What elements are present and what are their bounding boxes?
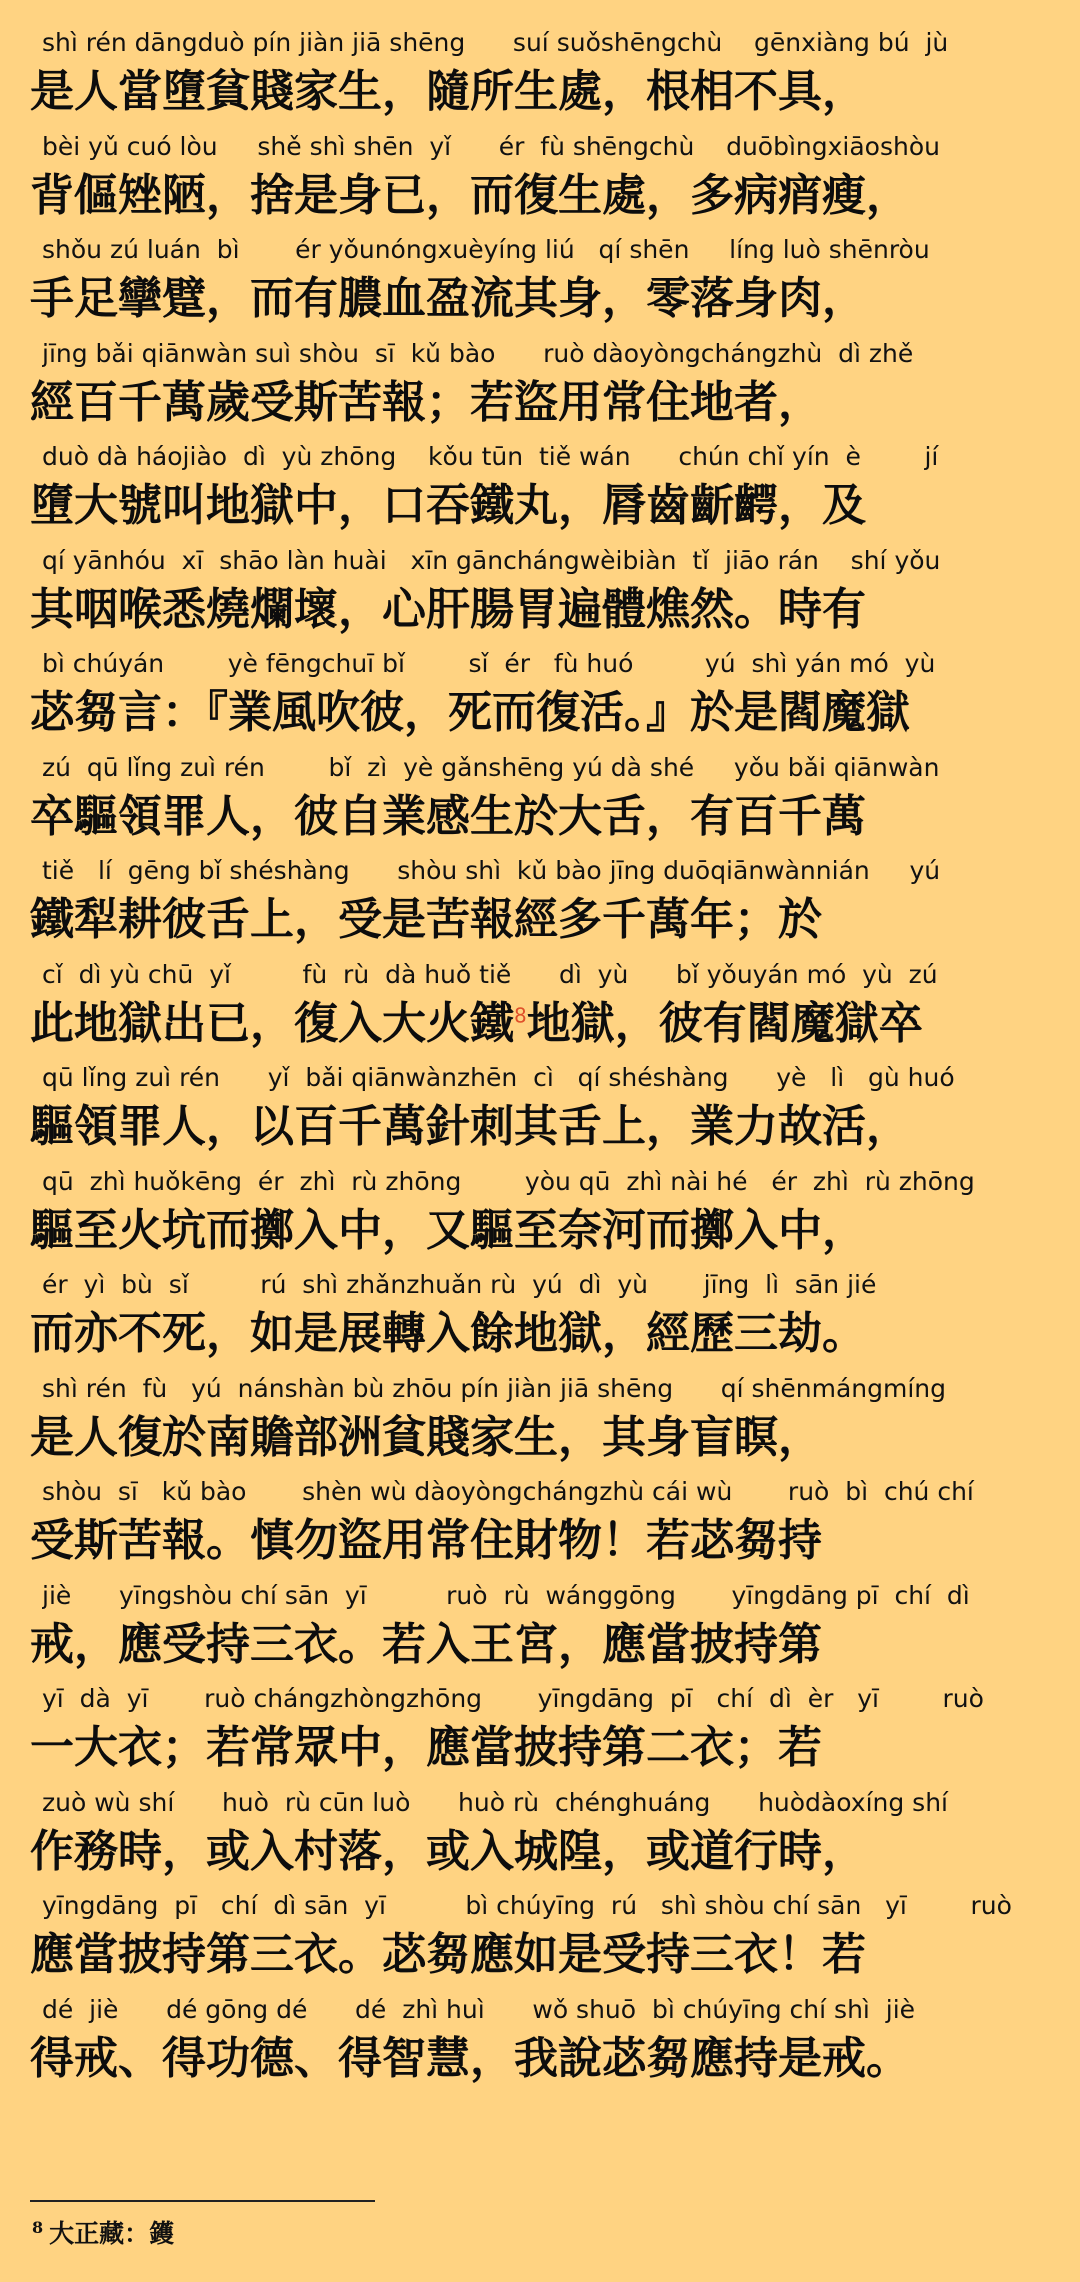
hanzi-text: 驅領罪人，以百千萬針刺其舌上，業力故活， xyxy=(30,1101,910,1152)
pinyin-line: qū lǐng zuì rén yǐ bǎi qiānwànzhēn cì qí shéshàng yè lì gù huó xyxy=(42,1063,955,1092)
pinyin-line: yī dà yī ruò chángzhòngzhōng yīngdāng pī chí dì èr yī ruò xyxy=(42,1684,984,1713)
text-line xyxy=(30,1680,1060,1784)
footnote-marker[interactable]: 8 xyxy=(514,1002,527,1027)
text-line xyxy=(30,749,1060,853)
footnote-divider xyxy=(30,2200,375,2202)
pinyin-line: zuò wù shí huò rù cūn luò huò rù chénghuáng huòdàoxíng shí xyxy=(42,1787,948,1817)
hanzi-text: 戒，應受持三衣。若入王宮，應當披持第 xyxy=(30,1618,822,1670)
hanzi-line xyxy=(30,578,1060,642)
pinyin-line: dé jiè dé gōng dé dé zhì huì wǒ shuō bì chúyīng chí shì jiè xyxy=(42,1994,916,2024)
hanzi-text: 是人復於南贍部洲貧賤家生，其身盲瞑， xyxy=(30,1411,822,1463)
hanzi-line xyxy=(30,164,1060,228)
hanzi-text: 此地獄出已，復入大火鐵 xyxy=(30,997,514,1049)
hanzi-line xyxy=(30,1095,1060,1159)
text-line xyxy=(30,1370,1060,1474)
footnote-number: 8 xyxy=(32,2217,44,2237)
hanzi-line xyxy=(30,267,1060,331)
pinyin-line: shì rén dāngduò pín jiàn jiā shēng suí suǒshēngchù gēnxiàng bú jù xyxy=(42,28,949,57)
hanzi-text: 應當披持第三衣。苾芻應如是受持三衣！若 xyxy=(30,1929,866,1980)
hanzi-text: 受斯苦報。慎勿盜用常住財物！若苾芻持 xyxy=(30,1515,822,1566)
hanzi-text: 一大衣；若常眾中，應當披持第二衣；若 xyxy=(30,1722,822,1773)
hanzi-text: 經百千萬歲受斯苦報；若盜用常住地者， xyxy=(30,376,822,428)
hanzi-line xyxy=(30,681,1060,745)
pinyin-line: yīngdāng pī chí dì sān yī bì chúyīng rú shì shòu chí sān yī ruò xyxy=(42,1891,1012,1920)
text-line xyxy=(30,956,1060,1060)
text-line xyxy=(30,1577,1060,1681)
pinyin-line: ér yì bù sǐ rú shì zhǎnzhuǎn rù yú dì yù jīng lì sān jié xyxy=(42,1270,877,1299)
pinyin-line: cǐ dì yù chū yǐ fù rù dà huǒ tiě dì yù bǐ yǒuyán mó yù zú xyxy=(42,959,938,989)
pinyin-line: jiè yīngshòu chí sān yī ruò rù wánggōng yīngdāng pī chí dì xyxy=(42,1580,970,1610)
hanzi-line xyxy=(30,1613,1060,1677)
text-line xyxy=(30,852,1060,956)
hanzi-line xyxy=(30,888,1060,952)
hanzi-text: 其咽喉悉燒爛壞，心肝腸胃遍體燋然。時有 xyxy=(30,583,866,635)
hanzi-text: 卒驅領罪人，彼自業感生於大舌，有百千萬 xyxy=(30,790,866,842)
hanzi-line xyxy=(30,1302,1060,1366)
pinyin-line: zú qū lǐng zuì rén bǐ zì yè gǎnshēng yú dà shé yǒu bǎi qiānwàn xyxy=(42,752,940,782)
hanzi-line xyxy=(30,1199,1060,1263)
hanzi-line xyxy=(30,1716,1060,1780)
text-line xyxy=(30,1784,1060,1888)
hanzi-text: 鐵犁耕彼舌上，受是苦報經多千萬年；於 xyxy=(30,894,822,945)
hanzi-text: 手足攣躄，而有膿血盈流其身，零落身肉， xyxy=(30,273,866,324)
text-line xyxy=(30,1991,1060,2095)
footnote-text: 大正藏：鑊 xyxy=(49,2219,175,2248)
hanzi-line xyxy=(30,2027,1060,2091)
hanzi-text: 背傴矬陋，捨是身已，而復生處，多病痟瘦， xyxy=(30,169,910,221)
pinyin-line: jīng bǎi qiānwàn suì shòu sī kǔ bào ruò dàoyòngchángzhù dì zhě xyxy=(42,338,914,368)
hanzi-text: 墮大號叫地獄中，口吞鐵丸，脣齒齗齶，及 xyxy=(30,480,866,531)
hanzi-line xyxy=(30,60,1060,124)
text-line xyxy=(30,1059,1060,1163)
hanzi-line xyxy=(30,1820,1060,1884)
text-line xyxy=(30,1163,1060,1267)
hanzi-line xyxy=(30,474,1060,538)
pinyin-line: shì rén fù yú nánshàn bù zhōu pín jiàn jiā shēng qí shēnmángmíng xyxy=(42,1373,947,1403)
pinyin-line: bèi yǔ cuó lòu shě shì shēn yǐ ér fù shēngchù duōbìngxiāoshòu xyxy=(42,131,940,161)
pinyin-line: qū zhì huǒkēng ér zhì rù zhōng yòu qū zhì nài hé ér zhì rù zhōng xyxy=(42,1166,975,1196)
text-line xyxy=(30,1473,1060,1577)
pinyin-line: duò dà háojiào dì yù zhōng kǒu tūn tiě wán chún chǐ yín è jí xyxy=(42,442,939,471)
footnote xyxy=(32,2210,632,2258)
hanzi-line xyxy=(30,1509,1060,1573)
hanzi-line xyxy=(30,1406,1060,1470)
pinyin-line: tiě lí gēng bǐ shéshàng shòu shì kǔ bào jīng duōqiānwànnián yú xyxy=(42,856,941,885)
hanzi-line xyxy=(30,785,1060,849)
pinyin-line: bì chúyán yè fēngchuī bǐ sǐ ér fù huó yú shì yán mó yù xyxy=(42,649,936,678)
hanzi-text: 是人當墮貧賤家生，隨所生處，根相不具， xyxy=(30,66,866,117)
hanzi-line xyxy=(30,1923,1060,1987)
text-line xyxy=(30,128,1060,232)
text-line xyxy=(30,24,1060,128)
pinyin-line: qí yānhóu xī shāo làn huài xīn gānchángwèibiàn tǐ jiāo rán shí yǒu xyxy=(42,545,941,575)
hanzi-text: 得戒、得功德、得智慧，我說苾芻應持是戒。 xyxy=(30,2032,910,2084)
text-line xyxy=(30,231,1060,335)
text-line xyxy=(30,1887,1060,1991)
text-line xyxy=(30,645,1060,749)
hanzi-line xyxy=(30,992,1060,1056)
hanzi-text: 作務時，或入村落，或入城隍，或道行時， xyxy=(30,1825,866,1877)
text-line xyxy=(30,1266,1060,1370)
pinyin-line: shòu sī kǔ bào shèn wù dàoyòngchángzhù cái wù ruò bì chú chí xyxy=(42,1477,974,1506)
hanzi-text: 驅至火坑而擲入中，又驅至奈河而擲入中， xyxy=(30,1204,866,1256)
text-line xyxy=(30,438,1060,542)
hanzi-text: 苾芻言：『業風吹彼，死而復活。』於是閻魔獄 xyxy=(30,687,910,738)
hanzi-line xyxy=(30,371,1060,435)
text-line xyxy=(30,335,1060,439)
hanzi-text: 地獄，彼有閻魔獄卒 xyxy=(526,997,923,1049)
hanzi-text: 而亦不死，如是展轉入餘地獄，經歷三劫。 xyxy=(30,1308,866,1359)
text-line xyxy=(30,542,1060,646)
pinyin-line: shǒu zú luán bì ér yǒunóngxuèyíng liú qí shēn líng luò shēnròu xyxy=(42,235,930,264)
